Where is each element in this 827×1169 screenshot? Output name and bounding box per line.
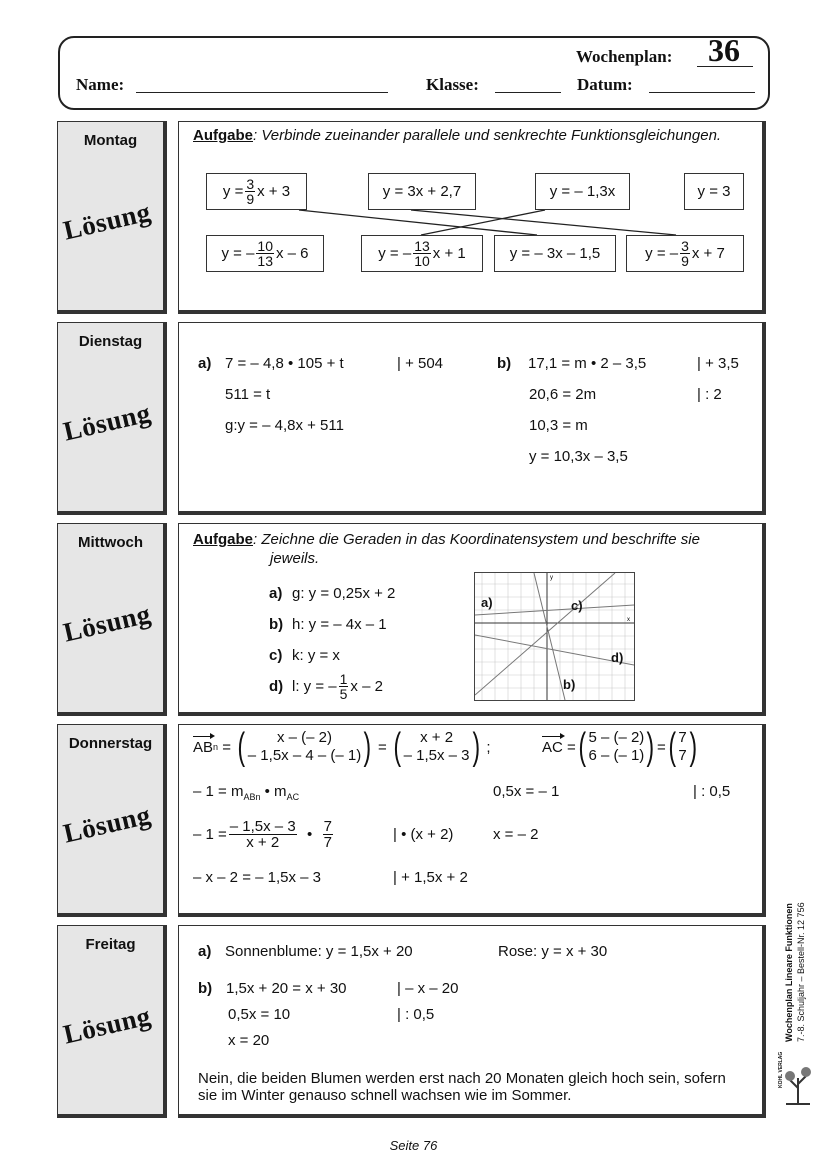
content-freitag <box>178 925 766 1118</box>
grid-lines <box>475 573 634 700</box>
vector-ac-equation: AC = ( 5 – (– 2) 6 – (– 1) ) = ( 7 7 ) <box>542 726 697 768</box>
loesung-stamp: Lösung <box>60 1000 154 1050</box>
loesung-stamp: Lösung <box>60 799 154 849</box>
aufgabe-text: : Zeichne die Geraden in das Koordinatensystem und beschrifte sie <box>253 531 700 548</box>
connection-lines <box>179 122 767 312</box>
part-label: b) <box>269 616 284 633</box>
aufgabe-line <box>193 531 700 548</box>
equation-box[interactable]: y = $\frac{3}{9}$ x + 3 <box>206 173 307 210</box>
function-rose: Rose: y = x + 30 <box>498 943 608 960</box>
aufgabe-text-cont: jeweils. <box>270 550 320 567</box>
name-field[interactable] <box>136 74 388 93</box>
wochenplan-label: Wochenplan: <box>576 47 673 66</box>
loesung-stamp: Lösung <box>60 196 154 246</box>
content-montag <box>178 121 766 314</box>
loesung-stamp: Lösung <box>60 598 154 648</box>
datum-label: Datum: <box>577 75 633 94</box>
equation-line: 0,5x = 10 <box>228 1006 291 1023</box>
part-label: c) <box>269 647 283 664</box>
equation-line: x = 20 <box>228 1032 270 1049</box>
equation-line: 20,6 = 2m <box>529 386 597 403</box>
sidebar-order: 7.-8. Schuljahr – Bestell-Nr. 12 756 <box>796 902 806 1042</box>
operation: | – x – 20 <box>397 980 459 997</box>
operation: | : 0,5 <box>397 1006 435 1023</box>
equation-line: g:y = – 4,8x + 511 <box>225 417 344 434</box>
equation-box[interactable]: y = – 3x – 1,5 <box>494 235 616 272</box>
graph-line-b <box>534 573 565 700</box>
equation-line: 511 = t <box>225 386 271 403</box>
loesung-stamp: Lösung <box>60 397 154 447</box>
graph-label-b: b) <box>563 677 576 692</box>
day-panel-donnerstag <box>57 724 167 917</box>
answer-line: sie im Winter genauso schnell wachsen wie im Sommer. <box>198 1087 572 1104</box>
function-text: k: y = x <box>292 647 340 664</box>
connect-line <box>299 210 537 235</box>
datum-field[interactable] <box>649 74 755 93</box>
operation: | + 1,5x + 2 <box>393 869 468 886</box>
graph-label-a: a) <box>481 595 493 610</box>
day-panel-montag <box>57 121 167 314</box>
vector-ab-equation: AB n = ( x – (– 2) – 1,5x – 4 – (– 1) ) = ( x + 2 – 1,5x – 3 ) ; <box>193 726 491 768</box>
coordinate-graph <box>474 572 635 701</box>
equation-box[interactable]: y = – $\frac{10}{13}$ x – 6 <box>206 235 324 272</box>
equation-box[interactable]: y = – 1,3x <box>535 173 630 210</box>
klasse-field[interactable] <box>495 74 561 93</box>
publisher-logo <box>776 1051 816 1106</box>
content-mittwoch <box>178 523 766 716</box>
equation-line: 1,5x + 20 = x + 30 <box>226 980 347 997</box>
equation-line: 7 = – 4,8 • 105 + t <box>225 355 344 372</box>
day-name: Mittwoch <box>78 534 143 551</box>
day-name: Montag <box>83 132 138 149</box>
part-label: d) <box>269 678 284 695</box>
operation: | + 3,5 <box>697 355 739 372</box>
content-donnerstag <box>178 724 766 917</box>
content-dienstag <box>178 322 766 515</box>
equation-line: 10,3 = m <box>529 417 588 434</box>
slope-equation: – $1 = m_{ABn}$ • $m_{AC}$ <box>193 783 300 802</box>
operation: | • (x + 2) <box>393 826 454 843</box>
function-text: h: y = – 4x – 1 <box>292 616 387 633</box>
equation-box[interactable]: y = – $\frac{3}{9}$ x + 7 <box>626 235 744 272</box>
wochenplan-number: 36 <box>708 32 740 68</box>
y-axis-label: y <box>550 575 553 581</box>
aufgabe-label: Aufgabe <box>193 127 253 144</box>
publisher-name: KOHL VERLAG <box>778 1051 784 1088</box>
aufgabe-text: : Verbinde zueinander parallele und senkrechte Funktionsgleichungen. <box>253 127 722 144</box>
connect-line <box>421 210 545 235</box>
fraction-equation: – 1 = $\frac{- 1,5x - 3}{x + 2}$ • $\frac{7}{7}$ <box>193 818 332 851</box>
answer-line: Nein, die beiden Blumen werden erst nach 20 Monaten gleich hoch sein, sofern <box>198 1070 726 1087</box>
equation-box[interactable]: y = – $\frac{13}{10}$ x + 1 <box>361 235 483 272</box>
equation-box[interactable]: y = 3x + 2,7 <box>368 173 476 210</box>
result-line: 0,5x = – 1 <box>493 783 560 800</box>
equation-line: – x – 2 = – 1,5x – 3 <box>193 869 322 886</box>
vector-ac: AC <box>542 738 563 756</box>
part-label: b) <box>497 355 512 372</box>
operation: | : 0,5 <box>693 783 731 800</box>
function-text: l: y = – $\frac{1}{5}$ x – 2 <box>292 671 383 702</box>
operation: | + 504 <box>397 355 444 372</box>
graph-svg <box>475 573 634 700</box>
klasse-label: Klasse: <box>426 75 479 94</box>
x-axis-label: x <box>627 617 630 623</box>
function-sunflower: Sonnenblume: y = 1,5x + 20 <box>225 943 413 960</box>
equation-line: y = 10,3x – 3,5 <box>529 448 628 465</box>
day-name: Freitag <box>85 936 136 953</box>
part-label: a) <box>269 585 283 602</box>
day-panel-freitag <box>57 925 167 1118</box>
sidebar-title: Wochenplan Lineare Funktionen <box>784 903 794 1042</box>
page-number: Seite 76 <box>389 1138 438 1153</box>
day-panel-dienstag <box>57 322 167 515</box>
part-label: a) <box>198 943 212 960</box>
graph-line-c <box>475 573 615 695</box>
graph-label-d: d) <box>611 650 624 665</box>
operation: | : 2 <box>697 386 722 403</box>
result-line: x = – 2 <box>493 826 539 843</box>
aufgabe-label: Aufgabe <box>193 531 253 548</box>
part-label: a) <box>198 355 212 372</box>
connect-line <box>411 210 676 235</box>
day-panel-mittwoch <box>57 523 167 716</box>
name-label: Name: <box>76 75 125 94</box>
graph-label-c: c) <box>571 598 583 613</box>
equation-line: 17,1 = m • 2 – 3,5 <box>528 355 647 372</box>
vector-ab: AB <box>193 738 214 756</box>
day-name: Donnerstag <box>68 735 153 752</box>
day-name: Dienstag <box>78 333 143 350</box>
function-text: g: y = 0,25x + 2 <box>292 585 396 602</box>
equation-box[interactable]: y = 3 <box>684 173 744 210</box>
part-label: b) <box>198 980 213 997</box>
